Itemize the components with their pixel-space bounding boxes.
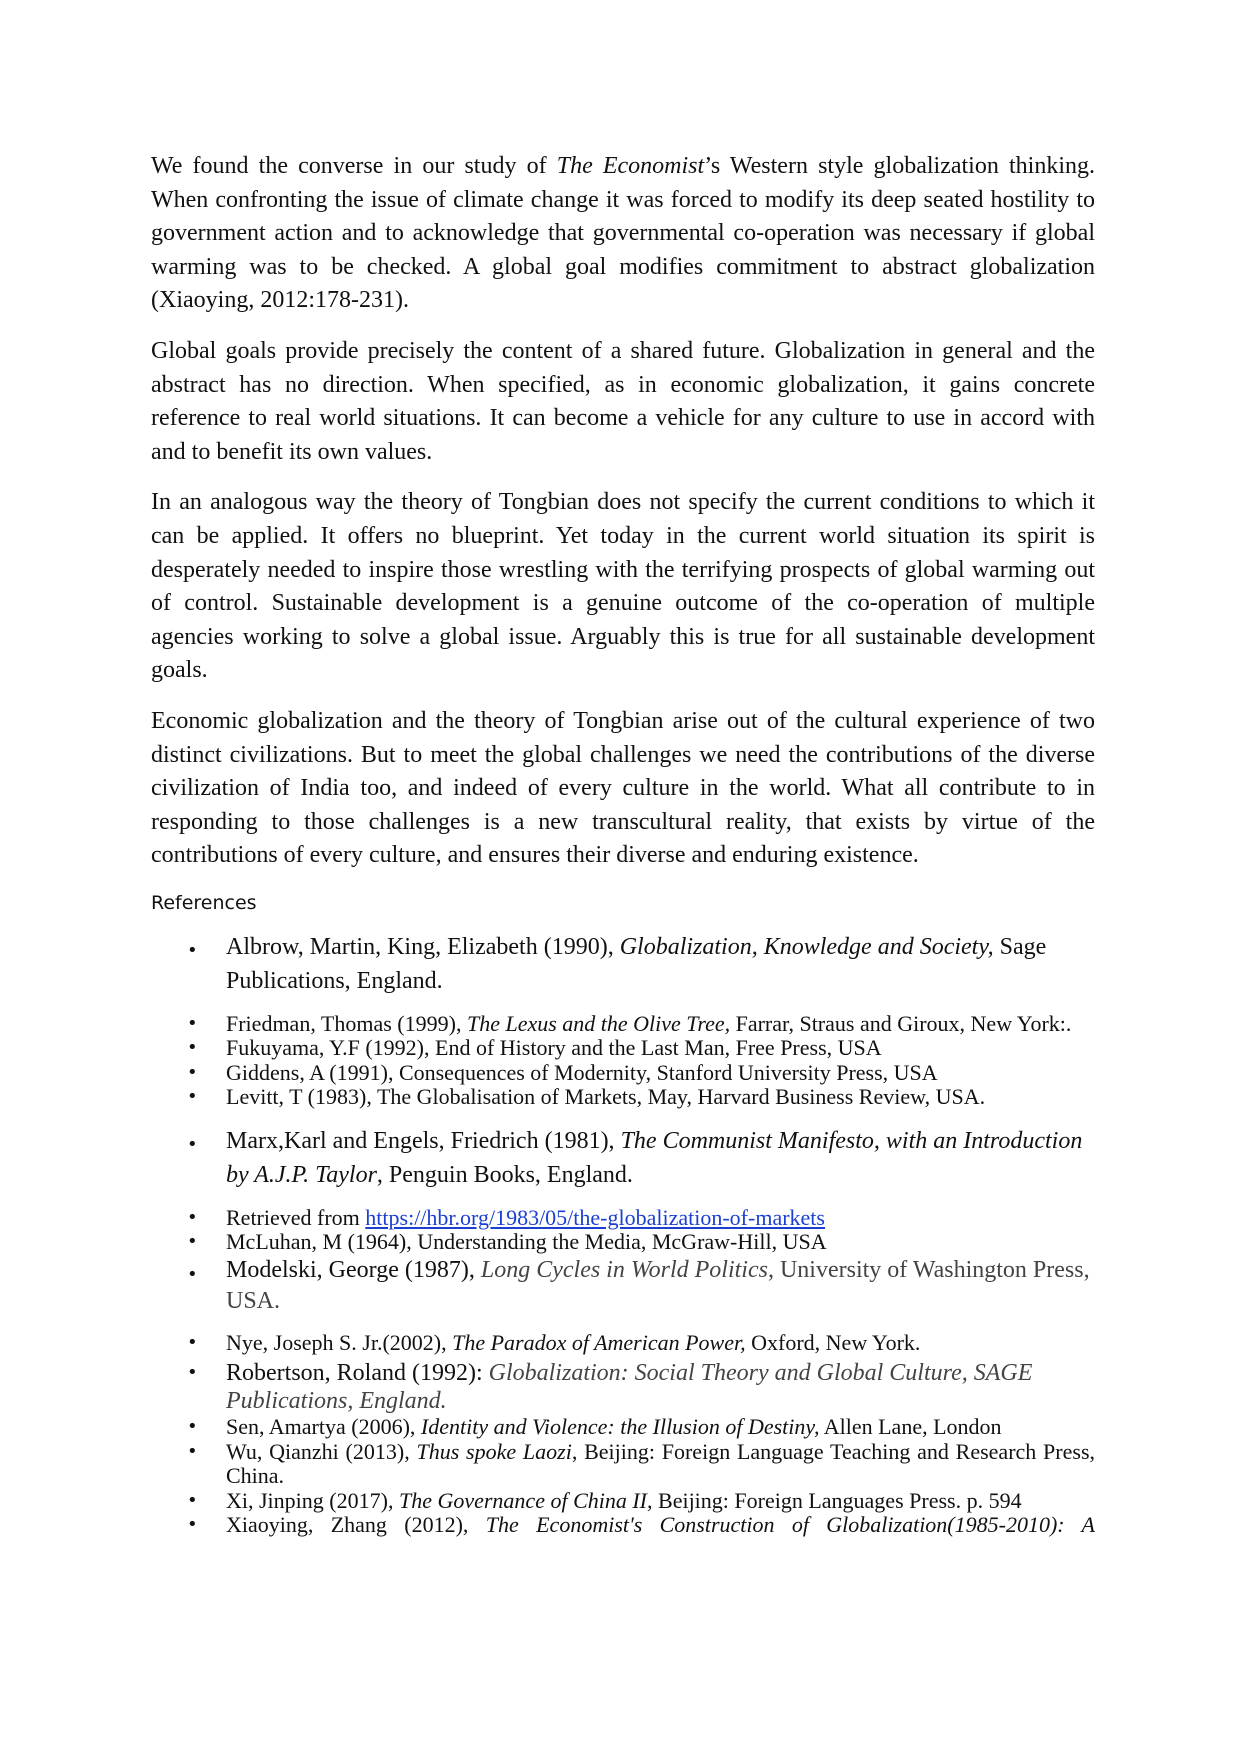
reference-item [151, 1036, 1095, 1061]
reference-publisher: Allen Lane, London [819, 1414, 1002, 1440]
reference-item [151, 1331, 1095, 1356]
reference-text: Fukuyama, Y.F (1992), End of History and the Last Man, Free Press, USA [226, 1035, 882, 1061]
reference-publisher: Sage Publications, England. [226, 933, 1047, 994]
reference-title: The Paradox of American Power, [452, 1329, 746, 1355]
bullet-icon: • [187, 1440, 198, 1462]
reference-author: Nye, Joseph S. Jr.(2002), [226, 1329, 453, 1355]
bullet-icon: • [187, 1514, 198, 1536]
reference-publisher: Oxford, New York. [745, 1329, 921, 1355]
bullet-icon: • [187, 1061, 198, 1083]
bullet-icon: • [187, 1416, 198, 1438]
reference-item [151, 1440, 1095, 1489]
reference-publisher: , University of Washington Press, USA. [226, 1256, 1090, 1314]
paragraph-global-goals: Global goals provide precisely the content of a shared future. Globalization in general and the abstract has no direction. When specified, as in economic globalization, it gains concrete reference to real world situations. It can become a vehicle for any culture to use in accord with and to benefit its own values. [151, 337, 1095, 465]
reference-text: Levitt, T (1983), The Globalisation of Markets, May, Harvard Business Review, USA. [226, 1084, 986, 1110]
reference-author: Modelski, George (1987), [226, 1256, 481, 1283]
reference-title: The Governance of China II [398, 1487, 648, 1513]
reference-item [151, 1206, 1095, 1231]
reference-item [151, 1124, 1095, 1192]
reference-title: Thus spoke Laozi [416, 1438, 572, 1464]
references-heading: References [151, 891, 257, 914]
bullet-icon: • [187, 1012, 198, 1034]
reference-publisher: , Beijing: Foreign Language Teaching and Research Press, China. [226, 1438, 1096, 1489]
reference-author: Wu, Qianzhi (2013), [226, 1438, 417, 1464]
paragraph-economic-globalization: Economic globalization and the theory of Tongbian arise out of the cultural experience of two distinct civilizations. But to meet the global challenges we need the contributions of the diverse civilization of India too, and indeed of every culture in the world. What all contribute to in responding to those challenges is a new transcultural reality, that exists by virtue of the contributions of every culture, and ensures their diverse and enduring existence. [151, 707, 1095, 869]
paragraph-text: We found the converse in our study of [151, 153, 557, 179]
reference-author: Marx,Karl and Engels, Friedrich (1981), [226, 1127, 621, 1154]
references-list [151, 930, 1095, 1538]
reference-author: Xi, Jinping (2017), [226, 1487, 399, 1513]
bullet-icon: • [187, 1231, 198, 1253]
reference-publisher: Farrar, Straus and Giroux, New York:. [730, 1010, 1072, 1036]
reference-item [151, 1085, 1095, 1110]
bullet-icon: • [187, 1206, 198, 1228]
reference-author: Friedman, Thomas (1999), [226, 1010, 467, 1036]
document-page [151, 150, 1095, 1538]
paragraph-text: ’s Western style globalization thinking. When confronting the issue of climate change it was forced to modify its deep seated hostility to government action and to acknowledge that governmental co-operation was necessary if global warming was to be checked. A global goal modifies commitment to abstract globalization (Xiaoying, 2012:178-231). [151, 153, 1095, 314]
reference-title: The Communist Manifesto, with an Introduction by A.J.P. Taylor [226, 1127, 1083, 1188]
bullet-icon: • [187, 1362, 198, 1384]
reference-item [151, 1255, 1095, 1317]
reference-item [151, 930, 1095, 998]
reference-author: Xiaoying, Zhang (2012), [226, 1512, 486, 1538]
bullet-icon: • [187, 939, 198, 961]
reference-text: Retrieved from [226, 1204, 366, 1230]
bullet-icon: • [187, 1331, 198, 1353]
reference-link[interactable]: https://hbr.org/1983/05/the-globalization-of-markets [365, 1204, 825, 1230]
reference-author: Robertson, Roland (1992): [226, 1360, 489, 1387]
reference-author: Albrow, Martin, King, Elizabeth (1990), [226, 933, 620, 960]
reference-item [151, 1489, 1095, 1514]
reference-text: Giddens, A (1991), Consequences of Modernity, Stanford University Press, USA [226, 1059, 938, 1085]
reference-publisher: , Penguin Books, England. [376, 1161, 633, 1188]
bullet-icon: • [187, 1133, 198, 1155]
bullet-icon: • [187, 1489, 198, 1511]
reference-item [151, 1415, 1095, 1440]
paragraph-economist [151, 150, 1095, 318]
reference-title: Globalization, Knowledge and Society, [619, 933, 994, 960]
reference-title: The Lexus and the Olive Tree, [466, 1010, 731, 1036]
publication-title: The Economist [556, 153, 705, 179]
paragraph-tongbian: In an analogous way the theory of Tongbian does not specify the current conditions to which it can be applied. It offers no blueprint. Yet today in the current world situation its spirit is desperately needed to inspire those wrestling with the terrifying prospects of global warming out of control. Sustainable development is a genuine outcome of the co-operation of multiple agencies working to solve a global issue. Arguably this is true for all sustainable development goals. [151, 489, 1095, 684]
bullet-icon: • [187, 1263, 198, 1285]
reference-item [151, 1061, 1095, 1086]
reference-publisher: , Beijing: Foreign Languages Press. p. 594 [647, 1487, 1022, 1513]
reference-item [151, 1513, 1095, 1538]
reference-title: The Economist's Construction of Globalization(1985-2010): A [485, 1512, 1095, 1538]
reference-item [151, 1012, 1095, 1037]
reference-text: McLuhan, M (1964), Understanding the Media, McGraw-Hill, USA [226, 1229, 827, 1255]
reference-author: Sen, Amartya (2006), [226, 1414, 421, 1440]
reference-title: Identity and Violence: the Illusion of Destiny, [420, 1414, 820, 1440]
reference-item [151, 1230, 1095, 1255]
bullet-icon: • [187, 1037, 198, 1059]
reference-item [151, 1359, 1095, 1415]
reference-title: Globalization: Social Theory and Global Culture, SAGE Publications, England. [226, 1360, 1033, 1415]
reference-title: Long Cycles in World Politics [480, 1256, 768, 1283]
bullet-icon: • [187, 1086, 198, 1108]
